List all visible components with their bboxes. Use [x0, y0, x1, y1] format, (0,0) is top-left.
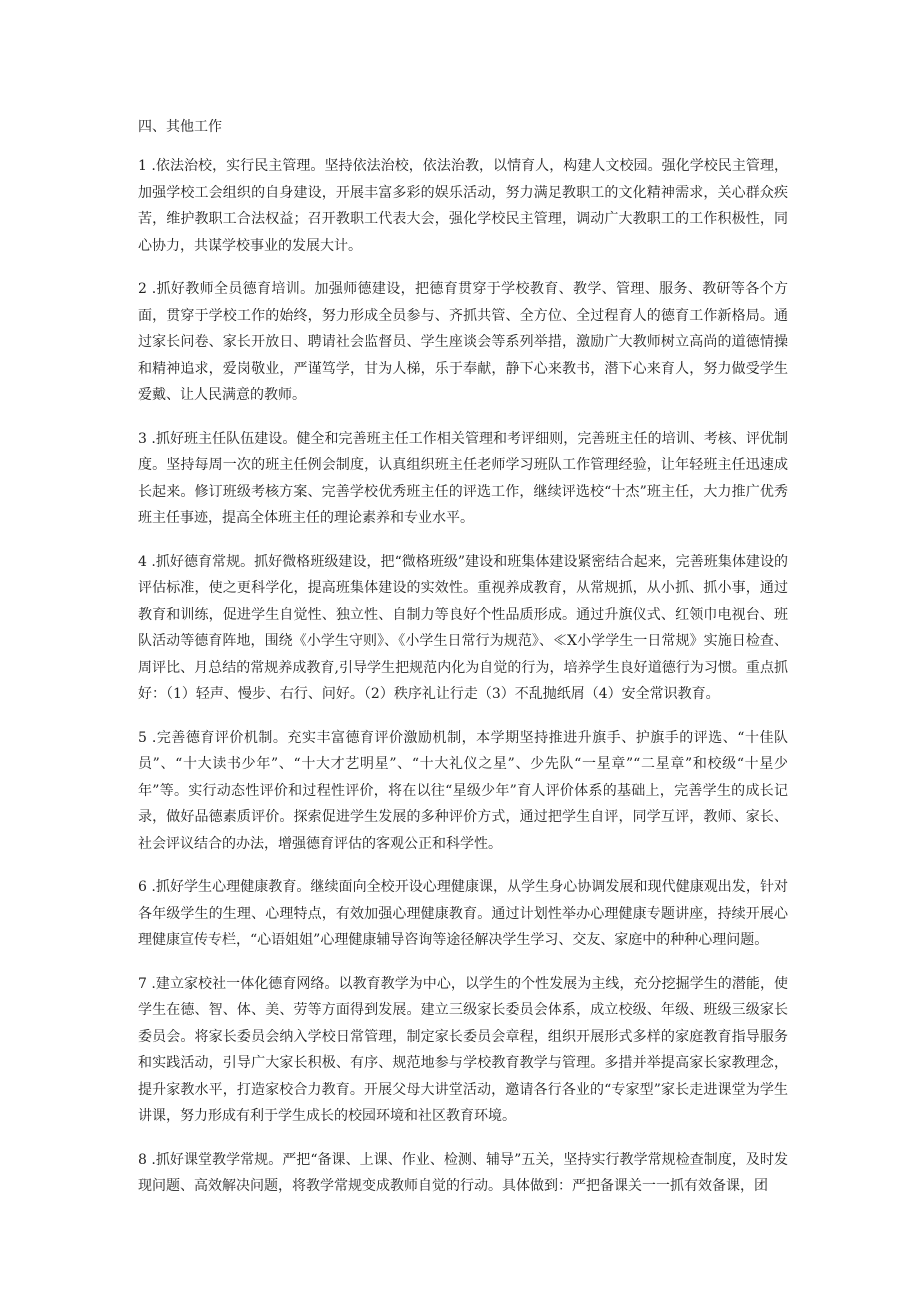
paragraph-1: 1 .依法治校，实行民主管理。坚持依法治校，依法治教，以情育人，构建人文校园。强化学校民主管理，加强学校工会组织的自身建设，开展丰富多彩的娱乐活动，努力满足教职工的文化精神需求，关心群众疾苦，维护教职工合法权益；召开教职工代表大会，强化学校民主管理，调动广大教职工的工作积极性，同心协力，共谋学校事业的发展大计。 [138, 158, 788, 254]
paragraph-4: 4 .抓好德育常规。抓好微格班级建设，把“微格班级”建设和班集体建设紧密结合起来，完善班集体建设的评估标准，使之更科学化，提高班集体建设的实效性。重视养成教育，从常规抓，从小抓、抓小事，通过教育和训练，促进学生自觉性、独立性、自制力等良好个性品质形成。通过升旗仪式、红领巾电视台、班队活动等德育阵地，围绕《小学生守则》、《小学生日常行为规范》、≪X小学学生一日常规》实施日检查、周评比、月总结的常规养成教育,引导学生把规范内化为自觉的行为，培养学生良好道德行为习惯。重点抓好：（1）轻声、慢步、右行、问好。（2）秩序礼让行走（3）不乱抛纸屑（4）安全常识教育。 [138, 553, 788, 702]
section-heading: 四、其他工作 [138, 119, 222, 135]
paragraph-2: 2 .抓好教师全员德育培训。加强师德建设，把德育贯穿于学校教育、教学、管理、服务、教研等各个方面，贯穿于学校工作的始终，努力形成全员参与、齐抓共管、全方位、全过程育人的德育工作新格局。通过家长问卷、家长开放日、聘请社会监督员、学生座谈会等系列举措，激励广大教师树立高尚的道德情操和精神追求，爱岗敬业，严谨笃学，甘为人梯，乐于奉献，静下心来教书，潜下心来育人，努力做受学生爱戴、让人民满意的教师。 [138, 281, 788, 403]
paragraph-8: 8 .抓好课堂教学常规。严把“备课、上课、作业、检测、辅导”五关，坚持实行教学常规检查制度，及时发现问题、高效解决问题，将教学常规变成教师自觉的行动。具体做到：严把备课关一一抓有效备课，团 [138, 1151, 788, 1194]
paragraph-7: 7 .建立家校社一体化德育网络。以教育教学为中心，以学生的个性发展为主线，充分挖掘学生的潜能，使学生在德、智、体、美、劳等方面得到发展。建立三级家长委员会体系，成立校级、年级、班级三级家长委员会。将家长委员会纳入学校日常管理，制定家长委员会章程，组织开展形式多样的家庭教育指导服务和实践活动，引导广大家长积极、有序、规范地参与学校教育教学与管理。多措并举提高家长家教理念，提升家教水平，打造家校合力教育。开展父母大讲堂活动，邀请各行各业的“专家型”家长走进课堂为学生讲课，努力形成有利于学生成长的校园环境和社区教育环境。 [138, 975, 788, 1124]
paragraph-6: 6 .抓好学生心理健康教育。继续面向全校开设心理健康课，从学生身心协调发展和现代健康观出发，针对各年级学生的生理、心理特点，有效加强心理健康教育。通过计划性举办心理健康专题讲座，持续开展心理健康宣传专栏，“心语姐姐”心理健康辅导咨询等途径解决学生学习、交友、家庭中的种种心理问题。 [138, 879, 788, 948]
paragraph-3: 3 .抓好班主任队伍建设。健全和完善班主任工作相关管理和考评细则，完善班主任的培训、考核、评优制度。坚持每周一次的班主任例会制度，认真组织班主任老师学习班队工作管理经验，让年轻班主任迅速成长起来。修订班级考核方案、完善学校优秀班主任的评选工作，继续评选校“十杰”班主任，大力推广优秀班主任事迹，提高全体班主任的理论素养和专业水平。 [138, 430, 788, 526]
document-page [138, 114, 788, 1217]
paragraph-5: 5 .完善德育评价机制。充实丰富德育评价激励机制，本学期坚持推进升旗手、护旗手的评选、“十佳队员”、“十大读书少年”、“十大才艺明星”、“十大礼仪之星”、少先队“一星章”“二星章”和校级“十星少年”等。实行动态性评价和过程性评价，将在以往“星级少年”育人评价体系的基础上，完善学生的成长记录，做好品德素质评价。探索促进学生发展的多种评价方式，通过把学生自评，同学互评，教师、家长、社会评议结合的办法，增强德育评估的客观公正和科学性。 [138, 729, 788, 852]
